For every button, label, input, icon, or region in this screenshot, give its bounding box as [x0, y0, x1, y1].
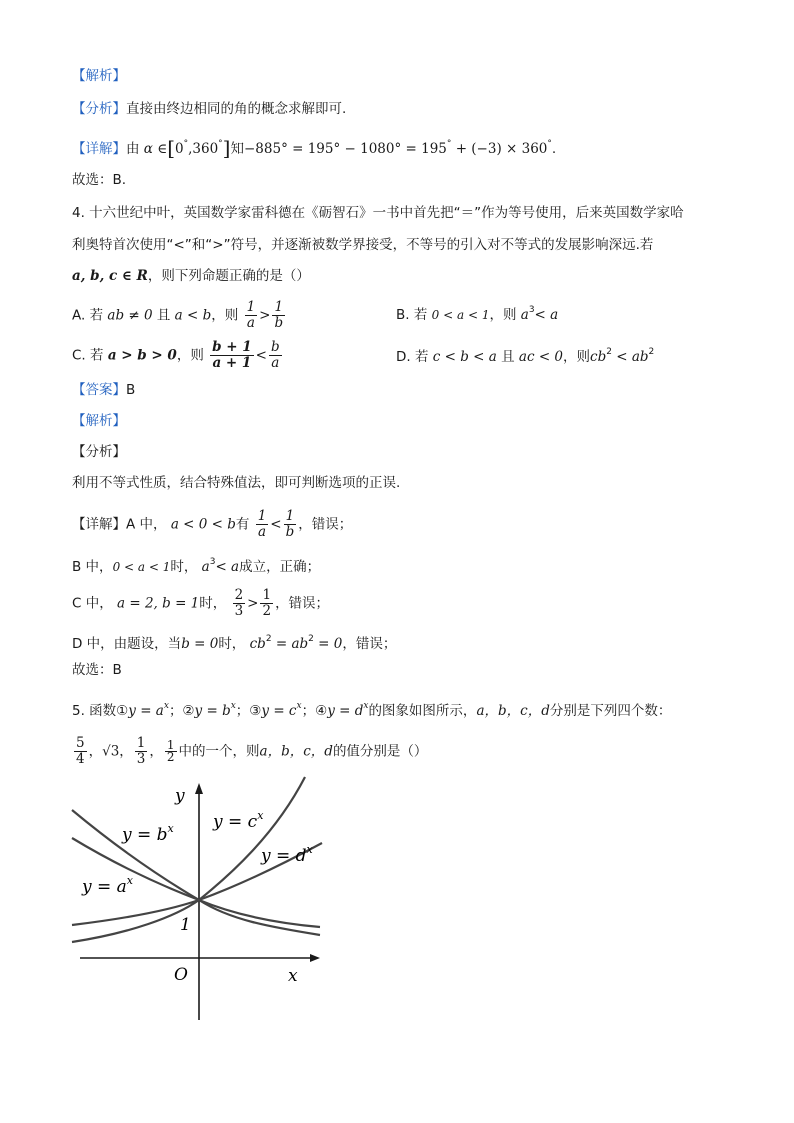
fraction: $\frac{1}{b}$: [274, 299, 284, 331]
label-d: $y = d^x$: [261, 843, 313, 866]
detail-c: C 中， a = 2, b = 1时， $\frac{2}{3}$ > $\frac{1}{2}$ ，错误；: [72, 587, 330, 619]
question-4-line-2: 利奥特首次使用“<”和“>”符号，并逐渐被数学界接受，不等号的引入对不等式的发展影响深远.若: [72, 237, 654, 253]
jiexi-line-2: 【解析】: [72, 413, 126, 429]
origin-label: O: [174, 965, 188, 985]
curve-b: [72, 810, 320, 935]
question-4-line-3: a, b, c ∈ R，则下列命题正确的是（）: [72, 268, 310, 284]
option-b: B. 若 0 < a < 1，则 $a^3< a$: [396, 305, 559, 323]
angle-equation: −885° = 195° − 1080° = 195: [243, 141, 447, 157]
label-c: $y = c^x$: [213, 809, 264, 832]
x-axis-label: x: [288, 966, 298, 986]
analysis-line: [72, 99, 346, 119]
fraction: $\frac{1}{a}$: [257, 508, 267, 540]
exponential-graph: [70, 775, 330, 1025]
analysis-tag: 【分析】: [72, 101, 126, 117]
fraction: $\frac{5}{4}$: [76, 735, 85, 767]
y-axis-label: y: [175, 786, 185, 806]
option-a: A. 若 ab ≠ 0 且 a < b，则 $\frac{1}{a}$ > $\frac{1}{b}$: [72, 299, 284, 331]
detail-tag: 【详解】: [72, 141, 126, 157]
label-a: $y = a^x$: [82, 874, 134, 897]
fraction: $\frac{2}{3}$: [234, 587, 244, 619]
label-b: $y = b^x$: [122, 822, 174, 845]
analysis-line-2: 【分析】: [72, 444, 126, 460]
fraction: $\frac{b + 1}{a + 1}$: [212, 339, 252, 371]
y-axis-arrow: [195, 783, 203, 794]
analysis-text: 直接由终边相同的角的概念求解即可.: [126, 101, 347, 117]
x-axis-arrow: [310, 954, 320, 962]
fraction: $\frac{1}{2}$: [166, 738, 175, 764]
answer-tag: 【答案】: [72, 382, 126, 398]
detail-b: B 中，0 < a < 1时， $a^3< a$成立，正确；: [72, 557, 321, 575]
question-5-line-2: $\frac{5}{4}$ ，√3， $\frac{1}{3}$ ， $\frac{1}{2}$ 中的一个，则a，b，c，d的值分别是（）: [76, 735, 428, 767]
sqrt-three: √3: [102, 743, 120, 760]
fraction: $\frac{1}{3}$: [136, 735, 146, 767]
question-5-line-1: 5. 函数①y = $a^x$；②y = $b^x$；③y = $c^x$；④y = $d^x$的图象如图所示，a，b，c，d分别是下列四个数：: [72, 701, 672, 719]
option-c: C. 若 a > b > 0，则 $\frac{b + 1}{a + 1}$ < $\frac{b}{a}$: [72, 339, 280, 371]
detail-d: D 中，由题设，当b = 0时， $cb^2 = ab^2 = 0$，错误；: [72, 634, 397, 652]
choice-line-4: 故选：B: [72, 662, 122, 678]
section-jiexi: [72, 66, 126, 86]
option-d: D. 若 c < b < a 且 ac < 0，则$cb^2 < ab^2$: [396, 347, 655, 365]
jiexi-tag: 【解析】: [72, 68, 126, 84]
answer-line: 【答案】B: [72, 382, 136, 398]
question-4-line-1: 4. 十六世纪中叶，英国数学家雷科德在《砺智石》一书中首先把“＝”作为等号使用，后来英国数学家哈: [72, 205, 684, 221]
one-label: 1: [180, 915, 191, 935]
fraction: $\frac{1}{b}$: [285, 508, 295, 540]
analysis-text-2: 利用不等式性质，结合特殊值法，即可判断选项的正误.: [72, 475, 401, 491]
detail-a: 【详解】A 中， a < 0 < b有 $\frac{1}{a}$ < $\frac{1}{b}$ ，错误；: [72, 508, 353, 540]
choice-line-3: 故选：B.: [72, 172, 127, 188]
alpha-in: α ∈: [143, 141, 168, 157]
fraction: $\frac{b}{a}$: [270, 339, 280, 371]
fraction: $\frac{1}{a}$: [246, 299, 256, 331]
fraction: $\frac{1}{2}$: [262, 587, 272, 619]
detail-line: 【详解】由 α ∈[0°,360°]知−885° = 195° − 1080° = 195° + (−3) × 360°.: [72, 136, 557, 160]
